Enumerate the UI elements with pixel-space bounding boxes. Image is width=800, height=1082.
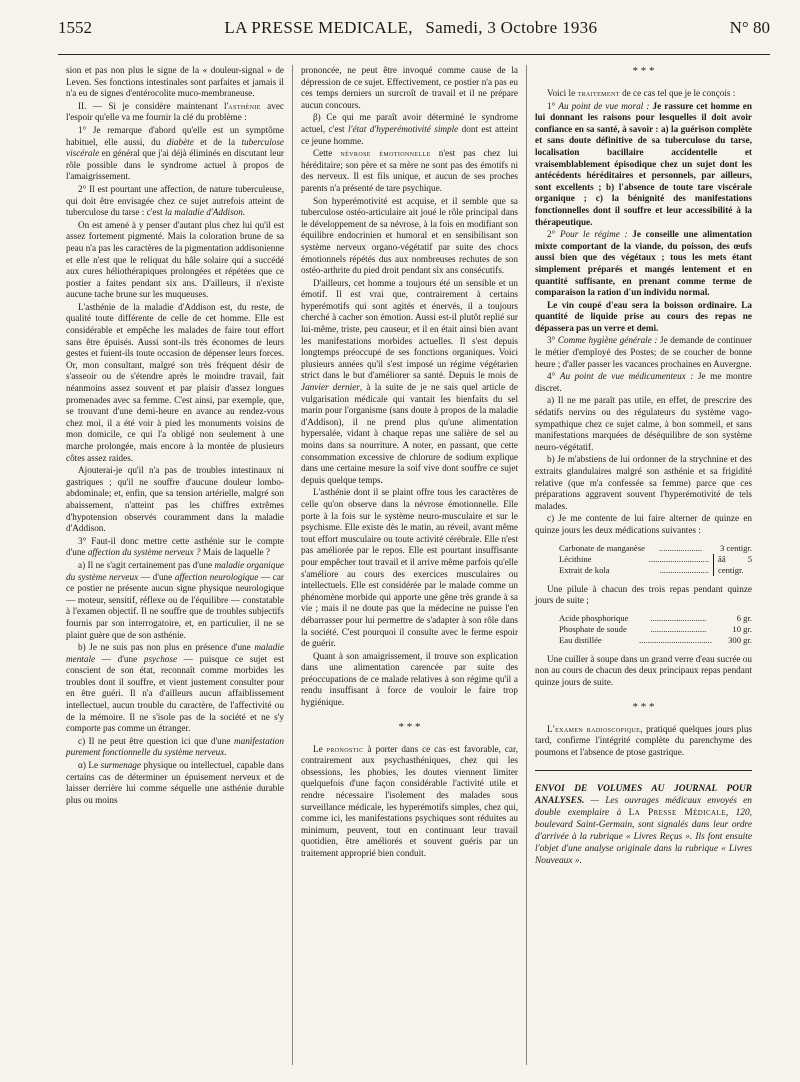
paragraph: L'asthénie dont il se plaint offre tous les caractères de celle qu'on observe dans la névrose émotionnelle. Elle porte à la fois sur le système neuro-musculaire et sur le psychisme. Elle existe dès le matin, au réveil, avant même tout effort musculaire ou toute activité cérébrale. Elle n'est pas améliorée par le repos. Elle est pourtant insuffisante pour empêcher tout travail et il arrive même parfois qu'elle s'améliore au cours des exercices musculaires ou intellectuels. Elle est considérée par le malade comme un phénomène morbide qui apporte une gêne très grande à sa vie ; mais il ne doute pas que la médecine ne puisse l'en débarrasser pour lui permettre de s'adapter à son rôle dans la société. C'est pourquoi il consulte avec le ferme espoir de guérir.	[301, 487, 518, 649]
prescription-2	[559, 613, 752, 646]
header-rule	[58, 54, 770, 55]
page-header	[58, 18, 770, 48]
issue-number: N° 80	[729, 18, 770, 37]
prescription-brace-group: Lécithine ............................ Extrait de kola ....................... ââ 5 centigr.	[559, 553, 752, 575]
prescription-row: Phosphate de soude .......................... 10 gr.	[559, 623, 752, 634]
paragraph: Une cuiller à soupe dans un grand verre d'eau sucrée ou non au cours de chacun des deux principaux repas pendant quinze jours de suite.	[535, 653, 752, 687]
publication-title	[224, 18, 597, 38]
paragraph: sion et pas non plus le signe de la « douleur-signal » de Leven. Ses fonctions intestinales sont parfaites et jamais il n'a eu de signes d'entérocolite muco-membraneuse.	[66, 65, 284, 99]
paragraph: II. — Si je considère maintenant l'asthénie avec l'espoir qu'elle va me fournir la clé du problème :	[66, 100, 284, 123]
paragraph: 1° Je remarque d'abord qu'elle est un symptôme habituel, elle aussi, du diabète et de la tuberculose viscérale en général que j'ai déjà éliminés en discutant leur rôle possible dans le syndrome actuel à propos de l'amaigrissement.	[66, 124, 284, 182]
paragraph: 1° Au point de vue moral : Je rassure cet homme en lui donnant les raisons pour lesquelles il doit avoir confiance en sa santé, à savoir : a) la guérison complète et sans doute définitive de sa tuberculose du tarse, localisation bacillaire accidentelle et vraisemblablement épisodique chez un sujet dont les antécédents héréditaires et personnels, par ailleurs, sont excellents ; b) l'absence de toute tare viscérale organique ; c) la bénignité des manifestations fonctionnelles dont il souffre et leur accessibilité à la thérapeutique.	[535, 100, 752, 227]
paragraph: b) Je ne suis pas non plus en présence d'une maladie mentale — d'une psychose — puisque ce sujet est conscient de son état, reconnaît comme morbides les troubles dont il souffre, et vient justement consulter pour en être guéri. Il n'a d'ailleurs aucun affaiblissement intellectuel, aucun trouble du caractère, de l'affectivité ou de la mémoire. Il ne s'isole pas de la société et ne s'y comporte pas comme un étranger.	[66, 642, 285, 734]
article-columns	[58, 65, 770, 1065]
paragraph: Voici le traitement de ce cas tel que je le conçois :	[547, 88, 736, 98]
paragraph: c) Il ne peut être question ici que d'une manifestation purement fonctionnelle du système nerveux.	[66, 735, 284, 758]
column-2	[292, 65, 526, 1065]
paragraph: L'asthénie de la maladie d'Addison est, du reste, de qualité toute différente de celle de cet homme. Elle est considérable et empêche les malades de faire tout effort sans être épuisés. Aussi sont-ils très économes de leurs gestes et fuient-ils toute occasion de dépenser leurs forces. Or, mon consultant, malgré son très fréquent désir de s'asseoir ou de s'étendre après le moindre travail, fait néanmoins assez souvent et par plaisir d'assez longues promenades avec sa femme. C'est ainsi, par exemple, que, se trouvant d'une demi-heure en avance au rendez-vous chez moi, il a été voir à pied les monuments voisins de mon domicile, ce qui l'a obligé non seulement à une marche prolongée, mais encore à la montée de plusieurs côtes assez raides.	[66, 301, 284, 463]
paragraph: 4° Au point de vue médicamenteux : Je me montre discret.	[535, 371, 752, 393]
editorial-notice	[535, 770, 752, 867]
paragraph: L'examen radioscopique, pratiqué quelques jours plus tard, confirme l'intégrité complète du parenchyme des poumons et l'absence de ptose gastrique.	[535, 723, 752, 757]
paragraph: a) Il ne me paraît pas utile, en effet, de prescrire des sédatifs nervins ou des régulateurs du système vago-sympathique chez ce sujet calme, à bon sommeil, et sans manifestations marquées de déséquilibre de son système neuro-végétatif.	[535, 395, 752, 452]
paragraph: D'ailleurs, cet homme a toujours été un sensible et un émotif. Il est vrai que, contrairement à certains hyperémotifs qui sont agités et énervés, il a toujours cherché à cacher son émotion. Aussi est-il plutôt replié sur lui-même, triste, peu causeur, et il en était ainsi bien avant les manifestations morbides actuelles. Il s'est depuis longtemps préoccupé de ses fonctions organiques. Voici plusieurs années qu'il s'est imposé un régime végétarien strict dans le but d'améliorer sa santé. Depuis le mois de Janvier dernier, à la suite de je ne sais quel article de vulgarisation médicale qui vantait les bienfaits du sel marin pour l'organisme (sans doute à propos de la maladie d'Addison), il ne prend plus qu'une alimentation hypersalée, vidant à chaque repas une salière de sel au moins dans sa nourriture. A noter, en passant, que cette consommation excessive de chlorure de sodium explique dans une certaine mesure la soif vive dont souffre ce sujet depuis quelque temps.	[301, 277, 518, 485]
paragraph: b) Je m'abstiens de lui ordonner de la strychnine et des extraits glandulaires malgré son asthénie et sa frigidité relative (que m'a confessée sa femme) parce que ces préparations aggravent souvent l'hyperémotivité de tels malades.	[535, 454, 752, 511]
column-3	[526, 65, 760, 1065]
paragraph: On est amené à y penser d'autant plus chez lui qu'il est assez fortement pigmenté. Mais la coloration brune de sa peau n'a pas les caractères de la pigmentation addisonienne et elle n'est que le reliquat du hâle solaire qui a succédé aux cures héliothérapiques prolongées et répétées que ce postier a faites pendant six ans. D'ailleurs, il n'existe aucune tache brune sur les muqueuses.	[66, 219, 284, 300]
prescription-row: Carbonate de manganèse .................... 3 centigr.	[559, 542, 752, 553]
prescription-row: Eau distillée .................................. 300 gr.	[559, 634, 752, 645]
paragraph: Ajouterai-je qu'il n'a pas de troubles intestinaux ni gastriques ; qu'il ne souffre d'aucune douleur lombo-abdominale; et, enfin, que sa tension artérielle, malgré son abaissement, n'atteint pas les chiffres extrêmes d'hypotension observés couramment dans la maladie d'Addison.	[66, 465, 284, 534]
section-asterism: * * *	[632, 700, 655, 713]
page-number: 1552	[58, 18, 92, 37]
notice-text: ENVOI DE VOLUMES AU JOURNAL POUR ANALYSES. — Les ouvrages médicaux envoyés en double exemplaire à La Presse Médicale, 120, boulevard Saint-Germain, sont signalés dans leur ordre d'arrivée à la rubrique « Livres Reçus ». Ils font ensuite l'objet d'une analyse originale dans la rubrique « Livres Nouveaux ».	[535, 784, 752, 867]
prescription-1	[559, 543, 752, 576]
section-asterism: * * *	[398, 720, 421, 733]
publication-name: LA PRESSE MEDICALE,	[224, 18, 413, 37]
prescription-row: Acide phosphorique .......................... 6 gr.	[559, 612, 752, 623]
paragraph: α) Le surmenage physique ou intellectuel, capable dans certains cas de déterminer un épuisement nerveux et de laisser derrière lui comme séquelle une asthénie durable plus ou moins	[66, 760, 284, 805]
issue-date: Samedi, 3 Octobre 1936	[425, 18, 598, 37]
paragraph: 3° Comme hygiène générale : Je demande de continuer le métier d'employé des Postes; de se coucher de bonne heure ; d'aller passer les vacances prochaines en Auvergne.	[535, 335, 752, 369]
paragraph: c) Je me contente de lui faire alterner de quinze en quinze jours les deux médications suivantes :	[535, 513, 752, 535]
paragraph: a) Il ne s'agit certainement pas d'une maladie organique du système nerveux — d'une affection neurologique — car ce postier ne présente aucun signe physique neurologique — moteur, sensitif, réflexe ou de l'équilibre — constatable à l'examen objectif. Il ne souffre que de troubles subjectifs fournis par son interrogatoire, et, en particulier, il ne se plaint guère que de son asthénie.	[66, 559, 284, 640]
paragraph: Le vin coupé d'eau sera la boisson ordinaire. La quantité de liquide prise au cours des repas ne dépassera pas un verre et demi.	[535, 299, 752, 333]
paragraph: 2° Pour le régime : Je conseille une alimentation mixte comportant de la viande, du poisson, des œufs aussi bien que des végétaux ; tous les mets étant simplement préparés et mangés lentement et en quantité suffisante, en prenant comme terme de comparaison la ration d'un individu normal.	[535, 229, 752, 298]
paragraph: 3° Faut-il donc mettre cette asthénie sur le compte d'une affection du système nerveux ? Mais de laquelle ?	[66, 535, 284, 558]
paragraph: Le pronostic à porter dans ce cas est favorable, car, contrairement aux psychasthéniques, chez qui les obsessions, les phobies, les doutes viennent limiter quelquefois d'une façon considérable l'activité utile et rendre nécessaire l'isolement des malades sous surveillance médicale, les hyperémotifs simples, chez qui, comme ici, les manifestations psychiques sont réduites au minimum, peuvent, tout en continuant leur travail quotidien, être améliorés et souvent guéris par un traitement approprié bien conduit.	[301, 743, 518, 858]
paragraph: Cette névrose émotionnelle n'est pas chez lui héréditaire; son père et sa mère ne sont pas des émotifs ni des nerveux. Il est fils unique, et aucun de ses proches parents n'a présenté de tare psychique.	[301, 148, 519, 193]
section-asterism: * * *	[632, 65, 655, 77]
paragraph: Quant à son amaigrissement, il trouve son explication dans une alimentation carencée par suite des préoccupations de ce malade relatives à son régime qu'il a rendu insuffisant à force de vouloir le faire trop hygiénique.	[301, 650, 518, 708]
notice-title: ENVOI DE VOLUMES AU JOURNAL POUR ANALYSES.	[535, 784, 752, 807]
column-1	[58, 65, 292, 1065]
paragraph: β) Ce qui me paraît avoir déterminé le syndrome actuel, c'est l'état d'hyperémotivité simple dont est atteint ce jeune homme.	[301, 112, 519, 146]
paragraph: 2° Il est pourtant une affection, de nature tuberculeuse, qui doit être envisagée chez ce sujet autrefois atteint de tuberculose du tarse : c'est la maladie d'Addison.	[66, 183, 284, 218]
paragraph: Son hyperémotivité est acquise, et il semble que sa tuberculose ostéo-articulaire ait joué le rôle principal dans le développement de sa névrose, à la fois en modifiant son équilibre endocrinien et humoral et en sensibilisant son système nerveux organo-végétatif par suite des chocs émotionnels répétés dus aux nombreuses rechutes de son ostéo-arthrite du pied droit pendant six ans consécutifs.	[301, 195, 518, 276]
paragraph: Une pilule à chacun des trois repas pendant quinze jours de suite ;	[535, 583, 752, 606]
paragraph: prononcée, ne peut être invoqué comme cause de la dépression de ce sujet. Effectivement, ce postier n'a pas eu ces temps derniers un surcroît de travail et il ne prépare aucun concours.	[301, 65, 518, 110]
